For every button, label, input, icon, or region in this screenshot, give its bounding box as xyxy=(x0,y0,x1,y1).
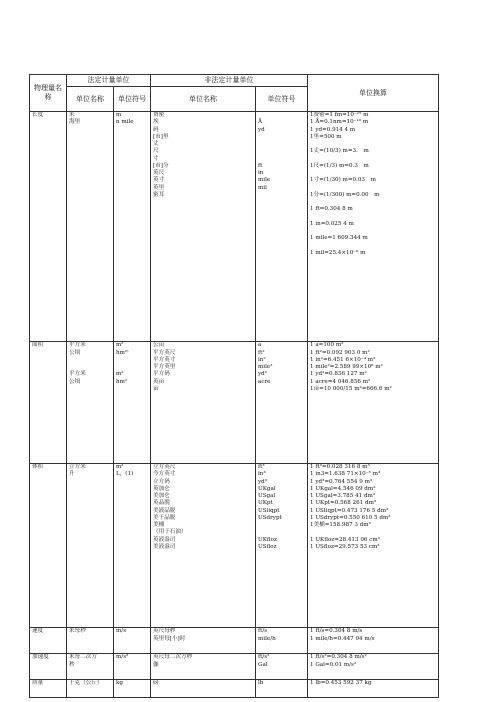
conversion-line xyxy=(310,529,436,536)
conversion-line xyxy=(310,214,436,221)
table-row xyxy=(30,342,439,464)
nonlegal-name-line: 美液品脱 xyxy=(153,507,176,514)
unit-symbol-line: kg xyxy=(116,680,123,687)
nonlegal-symbol-line: in xyxy=(258,170,264,176)
table-row xyxy=(30,680,439,698)
unit-conversion-table xyxy=(29,74,439,698)
nonlegal-symbol-line: USliqpt xyxy=(258,507,280,514)
nonlegal-name-line: 英尺 xyxy=(153,170,165,176)
unit-symbol-line: m/s² xyxy=(116,654,129,661)
conversion-line: 1 USliqpt=0.473 176 5 dm³ xyxy=(310,507,389,514)
conversion-line: 1美桶=158.987 3 dm³ xyxy=(310,522,371,529)
table-row xyxy=(30,628,439,654)
nonlegal-name-line: 平方码 xyxy=(153,371,170,378)
nonlegal-symbol-line: Gal xyxy=(258,661,268,668)
conversion-line: 1 acre=4 046.856 m² xyxy=(310,378,371,385)
conversion-line: 1 UKfloz=28.413 06 cm³ xyxy=(310,536,380,543)
unit-symbol-cell xyxy=(114,464,151,628)
conversion-line: 1里=500 m xyxy=(310,133,342,140)
conversion-line: 1费密=1 fm=10⁻¹⁵ m xyxy=(310,112,369,118)
nonlegal-name-line: 英里 xyxy=(153,184,165,191)
nonlegal-symbol-cell xyxy=(256,464,308,628)
table-body xyxy=(30,112,439,698)
nonlegal-name-line: 英里每[小]时 xyxy=(153,635,186,642)
unit-name-line: 平方米 xyxy=(69,371,86,378)
conversion-line: 1 USdrypt=0.550 610 5 dm³ xyxy=(310,514,391,521)
unit-name-cell xyxy=(67,654,114,680)
nonlegal-symbol-line: mile xyxy=(258,177,271,184)
conversion-line: 1 in3=1.638 71×10⁻⁵ m³ xyxy=(310,471,381,478)
nonlegal-name-line: 美干品脱 xyxy=(153,514,176,521)
quantity-cell: 速度 xyxy=(30,628,67,654)
conversion-line: 1 ft³=0.028 316 8 m³ xyxy=(310,464,370,471)
unit-symbol-line: hm² xyxy=(116,378,128,385)
conversion-line xyxy=(310,199,436,206)
conversion-line: 1 USfloz=29.573 53 cm³ xyxy=(310,543,380,550)
unit-symbol-line xyxy=(116,357,148,364)
nonlegal-name-line: 英寸 xyxy=(153,177,165,184)
nonlegal-name-line: 尺 xyxy=(153,148,159,155)
unit-symbol-line: L，(1) xyxy=(116,471,134,478)
unit-name-line: 千克（公斤） xyxy=(69,680,103,687)
nonlegal-name-line: 寸 xyxy=(153,155,159,162)
conversion-line: 1 ft/s=0.304 8 m/s xyxy=(310,628,363,635)
conversion-line: 1 in²=6.451 6×10⁻⁴ m² xyxy=(310,356,376,363)
unit-name-line: 立方米 xyxy=(69,464,86,471)
conversion-line: 1分=(1/300) m=0.00 m xyxy=(310,191,380,198)
unit-name-cell xyxy=(67,112,114,342)
conversion-line: 1 mile=1 609.344 m xyxy=(310,235,368,242)
conversion-line: 1 lb=0.453 592 37 kg xyxy=(310,680,372,687)
nonlegal-symbol-line: mile² xyxy=(258,364,273,371)
nonlegal-name-line: 伽 xyxy=(153,661,159,668)
nonlegal-name-line: 公亩 xyxy=(153,342,165,349)
conversion-line: 1 Å=0.1nm=10⁻¹⁰ m xyxy=(310,119,369,126)
unit-name-cell xyxy=(67,680,114,698)
nonlegal-symbol-line: lb xyxy=(258,680,264,687)
conversion-line: 1 Gal=0.01 m/s² xyxy=(310,661,357,668)
nonlegal-symbol-line: Å xyxy=(258,119,263,126)
nonlegal-symbol-line xyxy=(258,529,305,536)
nonlegal-symbol-line: UKfloz xyxy=(258,536,277,543)
header-legal-units: 法定计量单位 xyxy=(67,75,151,87)
conversion-cell xyxy=(308,654,439,680)
nonlegal-name-cell xyxy=(151,628,256,654)
nonlegal-symbol-line: in² xyxy=(258,356,266,363)
conversion-line xyxy=(310,243,436,250)
nonlegal-name-line: 英亩 xyxy=(153,378,165,385)
unit-name-line: 平方米 xyxy=(69,342,86,349)
unit-symbol-cell xyxy=(114,342,151,464)
nonlegal-symbol-line: USgal xyxy=(258,493,276,500)
nonlegal-name-line: 美液盎司 xyxy=(153,543,176,550)
table-row xyxy=(30,464,439,628)
header-nonlegal-unit-symbol: 单位符号 xyxy=(256,87,308,112)
unit-name-line: 秒 xyxy=(69,661,75,668)
unit-symbol-line: m/s xyxy=(116,628,127,635)
quantity-cell: 质量 xyxy=(30,680,67,698)
conversion-line: 1 in=0.025 4 m xyxy=(310,220,354,227)
unit-symbol-line: m² xyxy=(116,371,124,378)
nonlegal-symbol-line: ft³ xyxy=(258,464,265,471)
unit-name-line: 米 xyxy=(69,112,75,118)
unit-symbol-cell xyxy=(114,654,151,680)
unit-symbol-cell xyxy=(114,112,151,342)
conversion-cell xyxy=(308,628,439,654)
nonlegal-symbol-line: acre xyxy=(258,378,271,385)
nonlegal-symbol-line xyxy=(258,134,305,141)
unit-name-line: 升 xyxy=(69,471,75,478)
conversion-line: 1 UKgal=4.546 09 dm³ xyxy=(310,485,376,492)
nonlegal-name-line: 立方英尺 xyxy=(153,464,176,471)
nonlegal-symbol-line: mile/h xyxy=(258,635,276,642)
nonlegal-symbol-line xyxy=(258,386,305,393)
nonlegal-symbol-line: UKpt xyxy=(258,500,273,507)
nonlegal-name-cell xyxy=(151,654,256,680)
conversion-cell xyxy=(308,680,439,698)
nonlegal-symbol-line: USdrypt xyxy=(258,514,282,521)
nonlegal-symbol-line: ft/s xyxy=(258,628,268,635)
nonlegal-name-line: 英加仑 xyxy=(153,485,170,492)
nonlegal-name-line: 平方英寸 xyxy=(153,356,176,363)
conversion-line: 1 mile/h=0.447 04 m/s xyxy=(310,635,375,642)
table-row xyxy=(30,654,439,680)
quantity-cell: 体积 xyxy=(30,464,67,628)
quantity-cell: 面积 xyxy=(30,342,67,464)
nonlegal-symbol-line: yd³ xyxy=(258,478,267,485)
unit-name-line: 公顷 xyxy=(69,349,81,356)
nonlegal-symbol-line: in³ xyxy=(258,471,266,478)
nonlegal-name-line: 英尺每二次方秒 xyxy=(153,654,193,661)
conversion-line: 1 yd=0.914 4 m xyxy=(310,126,356,133)
unit-symbol-line: m² xyxy=(116,342,124,349)
nonlegal-symbol-cell xyxy=(256,628,308,654)
nonlegal-symbol-line: ft xyxy=(258,162,263,169)
conversion-line: 1 a=100 m² xyxy=(310,342,344,349)
nonlegal-name-cell xyxy=(151,464,256,628)
unit-name-line: 海里 xyxy=(69,119,81,126)
nonlegal-name-line: 码 xyxy=(153,126,159,133)
conversion-line: 1 ft=0.304 8 m xyxy=(310,206,353,213)
nonlegal-name-line: 今方英寸 xyxy=(153,471,176,478)
nonlegal-name-line: 亩 xyxy=(153,385,159,392)
nonlegal-name-cell xyxy=(151,680,256,698)
nonlegal-symbol-line xyxy=(258,192,305,199)
conversion-line: 1 yd²=0.836 127 m² xyxy=(310,371,367,378)
unit-symbol-cell xyxy=(114,628,151,654)
conversion-cell xyxy=(308,464,439,628)
nonlegal-name-line: 埃 xyxy=(153,119,159,126)
nonlegal-symbol-line: ft² xyxy=(258,349,265,356)
nonlegal-symbol-line: USfloz xyxy=(258,543,277,550)
unit-name-cell xyxy=(67,342,114,464)
conversion-line: 1尺=(1/3) m=0.3 m xyxy=(310,162,369,169)
unit-name-line xyxy=(69,357,111,364)
conversion-line: 1寸=(1/30) m=0.03 m xyxy=(310,177,376,184)
nonlegal-symbol-line: yd² xyxy=(258,371,267,378)
header-unit-symbol: 单位符号 xyxy=(114,87,151,112)
nonlegal-symbol-cell xyxy=(256,342,308,464)
nonlegal-symbol-line: UKgal xyxy=(258,485,276,492)
nonlegal-name-line: 立方码 xyxy=(153,478,170,485)
conversion-line: 1亩=10 000/15 m²=666.6 m² xyxy=(310,385,392,392)
nonlegal-name-cell xyxy=(151,112,256,342)
unit-name-line: 米每二次方 xyxy=(69,654,97,661)
header-unit-name: 单位名称 xyxy=(67,87,114,112)
conversion-line xyxy=(310,185,436,192)
nonlegal-name-line: 美桶 xyxy=(153,522,165,529)
conversion-line: 1 ft²=0.092 903 0 m² xyxy=(310,349,370,356)
unit-symbol-line: hm²⁾ xyxy=(116,349,129,356)
unit-symbol-line: m³ xyxy=(116,464,124,471)
conversion-cell xyxy=(308,112,439,342)
conversion-line: 1 yd³=0.764 554 9 m³ xyxy=(310,478,373,485)
nonlegal-name-line: 英液盎司 xyxy=(153,536,176,543)
header-nonlegal-unit-name: 单位名称 xyxy=(151,87,256,112)
unit-name-cell xyxy=(67,628,114,654)
nonlegal-symbol-line xyxy=(258,156,305,163)
nonlegal-name-line: 英尺每秒 xyxy=(153,628,176,635)
unit-name-line: 公顷 xyxy=(69,378,81,385)
conversion-line xyxy=(310,156,436,163)
nonlegal-name-line: 美加仑 xyxy=(153,493,170,500)
header-conversion: 单位换算 xyxy=(308,75,439,112)
nonlegal-name-line: 丈 xyxy=(153,141,159,147)
table-row xyxy=(30,112,439,342)
unit-name-line: 米每秒 xyxy=(69,628,86,635)
conversion-line xyxy=(310,228,436,235)
nonlegal-name-line: （用于石油） xyxy=(153,529,187,536)
unit-symbol-cell xyxy=(114,680,151,698)
nonlegal-name-line: 费密 xyxy=(153,112,165,118)
header-quantity: 物理量名称 xyxy=(30,75,67,112)
nonlegal-symbol-cell xyxy=(256,680,308,698)
quantity-cell: 加速度 xyxy=(30,654,67,680)
unit-symbol-line: m xyxy=(116,112,122,118)
unit-name-cell xyxy=(67,464,114,628)
nonlegal-name-cell xyxy=(151,342,256,464)
nonlegal-symbol-line xyxy=(258,112,305,119)
nonlegal-symbol-line: mil xyxy=(258,184,267,191)
unit-symbol-line: n mile xyxy=(116,119,134,126)
nonlegal-name-line: [市]里 xyxy=(153,133,169,140)
nonlegal-symbol-line xyxy=(258,148,305,155)
nonlegal-symbol-line: ft/s² xyxy=(258,654,270,661)
conversion-line: 1 ft/s²=0.304 8 m/s² xyxy=(310,654,367,661)
nonlegal-symbol-cell xyxy=(256,654,308,680)
conversion-line: 1 mil=25.4×10⁻⁶ m xyxy=(310,249,366,256)
nonlegal-name-line: 密耳 xyxy=(153,191,165,198)
nonlegal-symbol-line xyxy=(258,522,305,529)
nonlegal-name-line: 磅 xyxy=(153,680,159,687)
conversion-line: 1丈=(10/3) m=3. m xyxy=(310,148,369,155)
nonlegal-symbol-line: a xyxy=(258,342,262,349)
conversion-line: 1 USgal=3.785 41 dm³ xyxy=(310,493,376,500)
conversion-cell xyxy=(308,342,439,464)
nonlegal-symbol-line xyxy=(258,141,305,148)
nonlegal-name-line: [市]分 xyxy=(153,162,169,169)
nonlegal-name-line: 平方英尺 xyxy=(153,349,176,356)
conversion-line: 1 UKpt=0.568 261 dm³ xyxy=(310,500,377,507)
quantity-cell: 长度 xyxy=(30,112,67,342)
nonlegal-name-line: 平方英里 xyxy=(153,364,176,371)
nonlegal-name-line: 英品脱 xyxy=(153,500,170,507)
conversion-line: 1 mile²=2.589 99×10⁶ m² xyxy=(310,364,383,371)
nonlegal-symbol-line: yd xyxy=(258,126,265,133)
header-nonlegal-units: 非法定计量单位 xyxy=(151,75,308,87)
nonlegal-symbol-cell xyxy=(256,112,308,342)
